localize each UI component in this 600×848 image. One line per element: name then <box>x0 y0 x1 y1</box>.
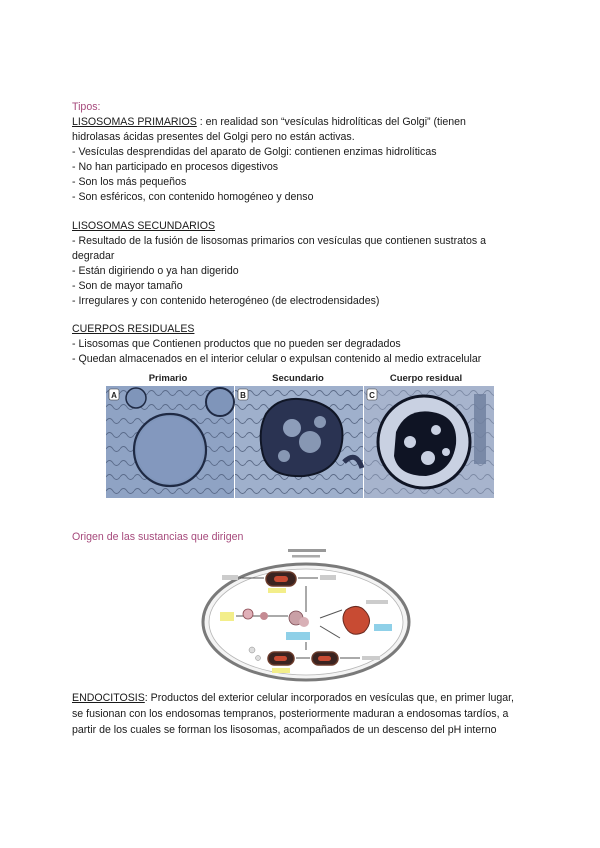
micrograph-title-residual: Cuerpo residual <box>389 373 463 384</box>
secundarios-item: - Irregulares y con contenido heterogéneo (de electrodensidades) <box>72 295 380 307</box>
residuales-item: - Lisosomas que Contienen productos que no pueden ser degradados <box>72 338 401 350</box>
micrograph-panel-b <box>235 386 363 498</box>
section-endocitosis <box>72 690 522 738</box>
primarios-item: - Son los más pequeños <box>72 176 187 188</box>
primarios-intro-line2: hidrolasas ácidas presentes del Golgi pero no están activas. <box>72 131 355 143</box>
primarios-intro: : en realidad son “vesículas hidrolíticas del Golgi” (tienen <box>196 116 466 128</box>
section-primarios <box>72 115 522 205</box>
endocitosis-text: : Productos del exterior celular incorporados en vesículas que, en primer lugar, se fusionan con los endosomas tempranos, posteriormente maduran a endosomas tardíos, a partir de los cuales se forman los lisosomas, acompañados de un descenso del pH interno <box>72 692 515 736</box>
panel-letter-c: C <box>369 391 375 400</box>
primarios-item: - Son esféricos, con contenido homogéneo y denso <box>72 191 314 203</box>
secundarios-item: - Resultado de la fusión de lisosomas primarios con vesículas que contienen sustratos a <box>72 235 486 247</box>
micrograph-title-primario: Primario <box>148 373 188 384</box>
secundarios-item: - Están digiriendo o ya han digerido <box>72 265 239 277</box>
residuales-title: CUERPOS RESIDUALES <box>72 323 195 335</box>
primarios-title: LISOSOMAS PRIMARIOS <box>72 116 197 128</box>
tipos-heading: Tipos: <box>72 101 101 113</box>
section-secundarios <box>72 219 522 309</box>
micrograph-panel-c <box>364 386 494 498</box>
origen-heading: Origen de las sustancias que dirigen <box>72 531 244 543</box>
section-residuales <box>72 322 532 367</box>
endocitosis-title: ENDOCITOSIS <box>72 692 145 704</box>
secundarios-title: LISOSOMAS SECUNDARIOS <box>72 220 216 232</box>
lysosome-origin-diagram <box>200 546 412 684</box>
secundarios-item: degradar <box>72 250 115 262</box>
panel-letter-a: A <box>111 391 117 400</box>
secundarios-item: - Son de mayor tamaño <box>72 280 183 292</box>
residuales-item: - Quedan almacenados en el interior celular o expulsan contenido al medio extracelular <box>72 353 482 365</box>
micrograph-panel-a <box>106 386 234 498</box>
panel-letter-b: B <box>240 391 246 400</box>
micrograph-title-secundario: Secundario <box>272 373 324 384</box>
primarios-item: - Vesículas desprendidas del aparato de Golgi: contienen enzimas hidrolíticas <box>72 146 437 158</box>
lysosome-micrograph <box>106 372 494 498</box>
primarios-item: - No han participado en procesos digestivos <box>72 161 279 173</box>
